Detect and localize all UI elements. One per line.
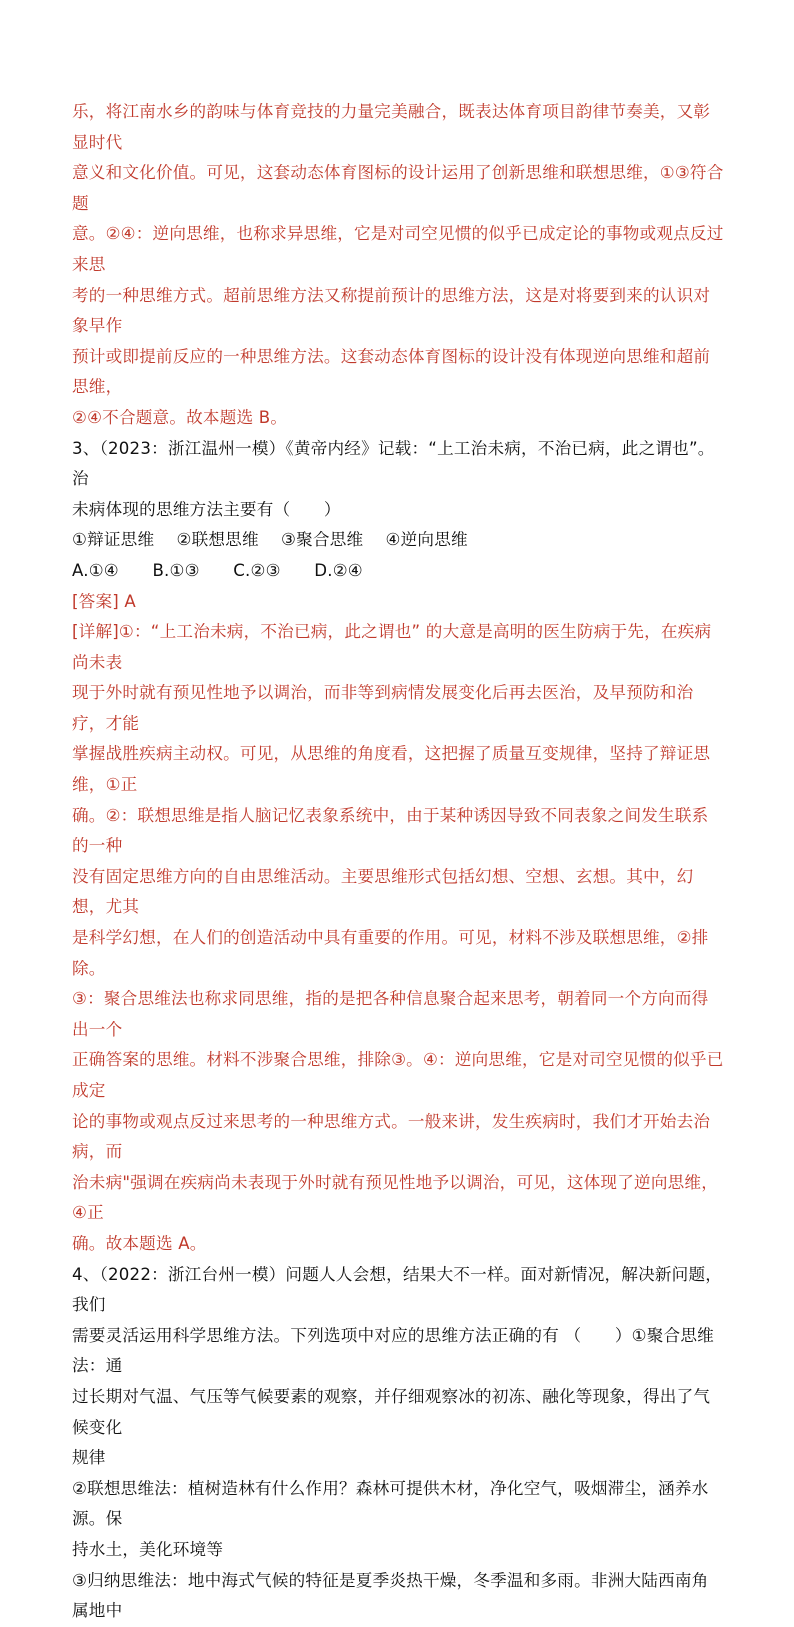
question-line: 需要灵活运用科学思维方法。下列选项中对应的思维方法正确的有 （ ）①聚合思维法：通	[72, 1325, 714, 1376]
detail-line: 没有固定思维方向的自由思维活动。主要思维形式包括幻想、空想、玄想。其中，幻想，尤其	[72, 866, 694, 917]
explanation-line: 预计或即提前反应的一种思维方法。这套动态体育图标的设计没有体现逆向思维和超前思维，	[72, 346, 711, 397]
question-3-solution	[72, 587, 724, 1260]
previous-question-explanation	[72, 97, 724, 434]
detail-line: 掌握战胜疾病主动权。可见，从思维的角度看，这把握了质量互变规律，坚持了辩证思维，①正	[72, 744, 711, 795]
question-options: ①辩证思维 ②联想思维 ③聚合思维 ④逆向思维	[72, 530, 468, 550]
detail-line: ③：聚合思维法也称求同思维，指的是把各种信息聚合起来思考，朝着同一个方向而得出一个	[72, 989, 709, 1039]
detail-line: 正确答案的思维。材料不涉聚合思维，排除③。④：逆向思维，它是对司空见惯的似乎已成定	[72, 1050, 724, 1100]
question-choices: A.①④ B.①③ C.②③ D.②④	[72, 560, 363, 580]
detail-line: 是科学幻想，在人们的创造活动中具有重要的作用。可见，材料不涉及联想思维，②排除。	[72, 928, 709, 978]
detail-line: 现于外时就有预见性地予以调治，而非等到病情发展变化后再去医治，及早预防和治疗，才能	[72, 683, 694, 733]
detail-line: 治未病"强调在疾病尚未表现于外时就有预见性地予以调治，可见，这体现了逆向思维，④正	[72, 1172, 718, 1223]
explanation-line: ②④不合题意。故本题选 B。	[72, 407, 288, 427]
explanation-line: 意。②④：逆向思维，也称求异思维，它是对司空见惯的似乎已成定论的事物或观点反过来思	[72, 224, 724, 274]
explanation-line: 意义和文化价值。可见，这套动态体育图标的设计运用了创新思维和联想思维，①③符合题	[72, 163, 724, 213]
question-line: ③归纳思维法：地中海式气候的特征是夏季炎热干燥，冬季温和多雨。非洲大陆西南角属地中	[72, 1570, 709, 1621]
question-line: 持水土，美化环境等	[72, 1539, 224, 1559]
question-stem-line: 未病体现的思维方法主要有（ ）	[72, 499, 341, 519]
detail-line: 确。故本题选 A。	[72, 1233, 207, 1253]
detail-line: 论的事物或观点反过来思考的一种思维方式。一般来讲，发生疾病时，我们才开始去治病，而	[72, 1111, 711, 1162]
question-line: 过长期对气温、气压等气候要素的观察，并仔细观察冰的初冻、融化等现象，得出了气候变化	[72, 1386, 711, 1437]
explanation-line: 考的一种思维方式。超前思维方法又称提前预计的思维方法，这是对将要到来的认识对象早作	[72, 285, 711, 336]
question-line: 规律	[72, 1448, 106, 1468]
question-3	[72, 434, 724, 587]
answer-line: [答案] A	[72, 591, 136, 611]
question-line: 4、（2022：浙江台州一模）问题人人会想，结果大不一样。面对新情况，解决新问题，我们	[72, 1264, 723, 1315]
explanation-line: 乐，将江南水乡的韵味与体育竞技的力量完美融合，既表达体育项目韵律节奏美，又彰显时代	[72, 102, 711, 152]
question-4	[72, 1260, 724, 1627]
detail-line: 确。②：联想思维是指人脑记忆表象系统中，由于某种诱因导致不同表象之间发生联系的一种	[72, 805, 709, 856]
question-line: ②联想思维法：植树造林有什么作用？森林可提供木材，净化空气，吸烟滞尘，涵养水源。保	[72, 1478, 709, 1529]
document-page	[72, 97, 724, 1627]
detail-line: [详解]①：“上工治未病，不治已病，此之谓也” 的大意是高明的医生防病于先，在疾病尚未表	[72, 622, 712, 672]
question-stem-line: 3、（2023：浙江温州一模）《黄帝内经》记载：“上工治未病，不治已病，此之谓也”。治	[72, 438, 715, 489]
